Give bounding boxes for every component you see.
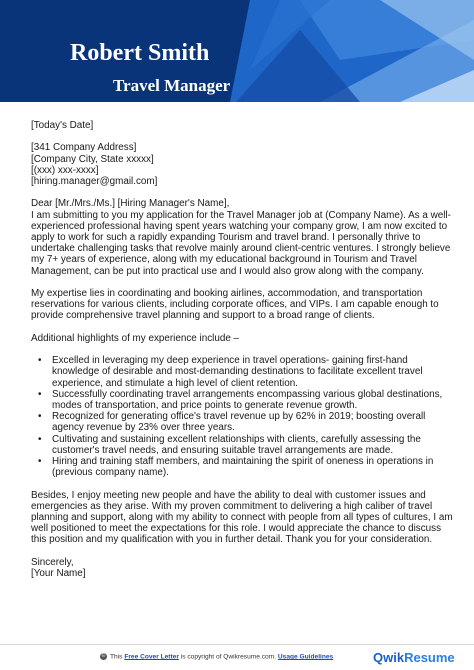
applicant-name: Robert Smith <box>70 40 210 66</box>
highlights-list <box>31 355 446 478</box>
logo-part: Qwik <box>373 650 405 665</box>
usage-guidelines-link[interactable]: Usage Guidelines <box>277 653 334 661</box>
footer-middle: is copyright of Qwikresume.com. <box>180 653 277 661</box>
footer <box>0 644 474 670</box>
bullet-line: customer's travel needs, and ensuring suitable travel arrangements are made. <box>52 444 394 456</box>
logo-part: Resume <box>404 650 455 665</box>
copyright-icon: © <box>101 653 106 659</box>
paragraph-line: this position and my qualification with you in further detail. Thank you for your consideration. <box>31 534 433 546</box>
address-line: [(xxx) xxx-xxxx] <box>31 164 99 176</box>
salutation: Dear [Mr./Mrs./Ms.] [Hiring Manager's Name], <box>31 198 230 210</box>
paragraph-line: reservations for various clients, including corporate offices, and VIPs. I am capable enough to <box>31 299 439 311</box>
bullet-line: knowledge of desirable and most-demanding destinations to facilitate excellent travel <box>52 366 423 378</box>
paragraph-line: planning and support, along with my ability to connect with people from all types of cultures, I am <box>31 512 453 524</box>
closing: Sincerely, <box>31 556 74 568</box>
job-title: Travel Manager <box>113 76 231 95</box>
paragraph-line: provide comprehensive travel planning and support to a broad range of clients. <box>31 310 375 322</box>
bullet-line: (previous company name). <box>52 467 169 479</box>
footer-prefix: This <box>110 653 123 661</box>
address-line: [341 Company Address] <box>31 142 137 154</box>
recipient-address <box>31 142 446 187</box>
paragraph-line: apply to work for such a rapidly expanding Tourism and travel brand. I personally thrive to <box>31 232 421 243</box>
paragraph-line: emergencies as they arise. With my proven commitment to delivering a high caliber of travel <box>31 500 433 512</box>
header-banner <box>0 0 474 102</box>
letter-body <box>31 120 453 580</box>
bullet-icon: • <box>38 433 42 445</box>
paragraph-line: well positioned to meet the expectations for this role. I would appreciate the chance to discuss <box>31 523 442 535</box>
signature: [Your Name] <box>31 568 86 580</box>
bullet-icon: • <box>38 456 42 468</box>
free-cover-letter-link[interactable]: Free Cover Letter <box>124 653 179 661</box>
bullet-icon: • <box>38 411 42 423</box>
highlights-intro: Additional highlights of my experience include – <box>31 332 240 344</box>
bullet-line: Excelled in leveraging my deep experience in travel operations- gaining first-hand <box>52 355 408 367</box>
bullet-line: Cultivating and sustaining excellent relationships with clients, carefully assessing the <box>52 433 421 445</box>
paragraph-line: experienced professional having spent years watching your company grow, I am now excited to <box>31 220 448 232</box>
bullet-line: Hiring and training staff members, and maintaining the spirit of oneness in operations in <box>52 456 434 468</box>
bullet-line: experience, and stimulate a high level of client retention. <box>52 377 298 389</box>
paragraph-line: I am submitting to you my application for the Travel Manager job at (Company Name). As a well- <box>31 209 451 221</box>
letter-date: [Today's Date] <box>31 120 94 131</box>
paragraph-line: undertake challenging tasks that revolve mainly around client-centric ventures. I strongly believe <box>31 243 451 255</box>
paragraph-intro <box>31 209 451 277</box>
paragraph-line: Besides, I enjoy meeting new people and have the ability to deal with customer issues and <box>31 489 426 501</box>
list-item <box>31 434 446 456</box>
bullet-line: Successfully coordinating travel arrangements encompassing various global destinations, <box>52 388 443 400</box>
list-item <box>31 411 446 433</box>
qwikresume-logo[interactable] <box>373 650 455 665</box>
bullet-icon: • <box>38 388 42 400</box>
list-item <box>31 456 446 478</box>
paragraph-expertise <box>31 288 446 322</box>
bullet-line: modes of transportation, and price points to generate revenue growth. <box>52 400 358 411</box>
bullet-line: agency revenue by 23% over three years. <box>52 422 235 434</box>
footer-copyright <box>100 653 333 660</box>
address-line: [Company City, State xxxxx] <box>31 153 154 165</box>
paragraph-line: Management, can be put into practical use and I would also grow along with the company. <box>31 265 424 277</box>
paragraph-line: My expertise lies in coordinating and booking airlines, accommodation, and transportation <box>31 288 423 299</box>
list-item <box>31 389 446 411</box>
paragraph-line: my 7+ years of experience, along with my educational background in Tourism and Travel <box>31 254 417 266</box>
paragraph-closing <box>31 489 453 546</box>
list-item <box>31 355 446 389</box>
bullet-line: Recognized for generating office's travel revenue up by 62% in 2019; boosting overall <box>52 411 426 423</box>
bullet-icon: • <box>38 355 42 367</box>
address-line: [hiring.manager@gmail.com] <box>31 176 158 187</box>
